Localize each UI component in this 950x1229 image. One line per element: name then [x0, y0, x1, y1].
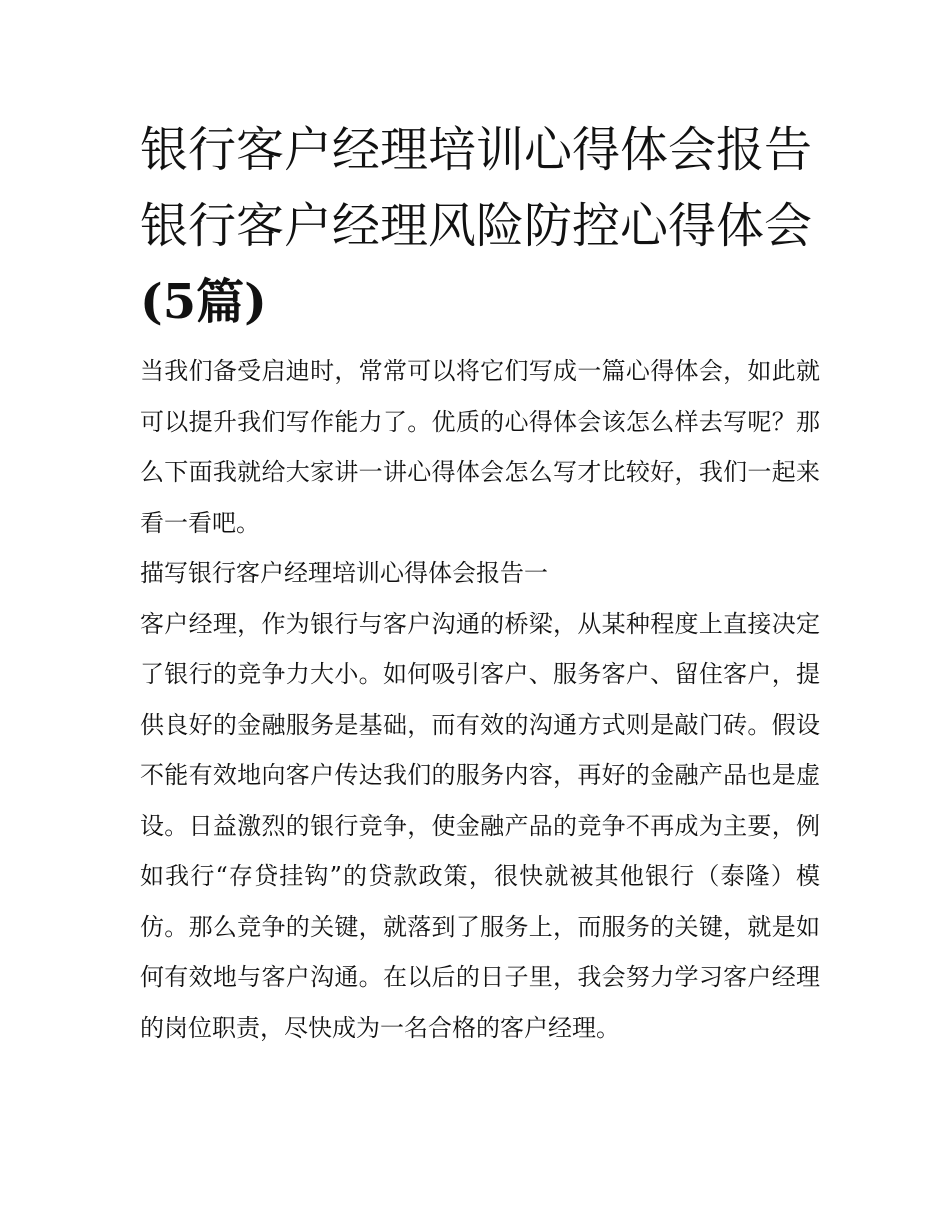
- document-title-suffix: (5篇): [140, 274, 267, 330]
- section-body-paragraph: 客户经理，作为银行与客户沟通的桥梁，从某种程度上直接决定了银行的竞争力大小。如何吸引客户、服务客户、留住客户，提供良好的金融服务是基础，而有效的沟通方式则是敲门砖。假设不能有效地向客户传达我们的服务内容，再好的金融产品也是虚设。日益激烈的银行竞争，使金融产品的竞争不再成为主要，例如我行“存贷挂钩”的贷款政策，很快就被其他银行（泰隆）模仿。那么竞争的关键，就落到了服务上，而服务的关键，就是如何有效地与客户沟通。在以后的日子里，我会努力学习客户经理的岗位职责，尽快成为一名合格的客户经理。: [140, 609, 820, 1042]
- intro-paragraph: 当我们备受启迪时，常常可以将它们写成一篇心得体会，如此就可以提升我们写作能力了。优质的心得体会该怎么样去写呢？那么下面我就给大家讲一讲心得体会怎么写才比较好，我们一起来看一看吧。: [140, 357, 820, 537]
- section-heading: 描写银行客户经理培训心得体会报告一: [140, 559, 548, 587]
- document-title-main: 银行客户经理培训心得体会报告 银行客户经理风险防控心得体会: [140, 122, 813, 254]
- document-content: [140, 112, 820, 1053]
- document-title: [140, 112, 820, 340]
